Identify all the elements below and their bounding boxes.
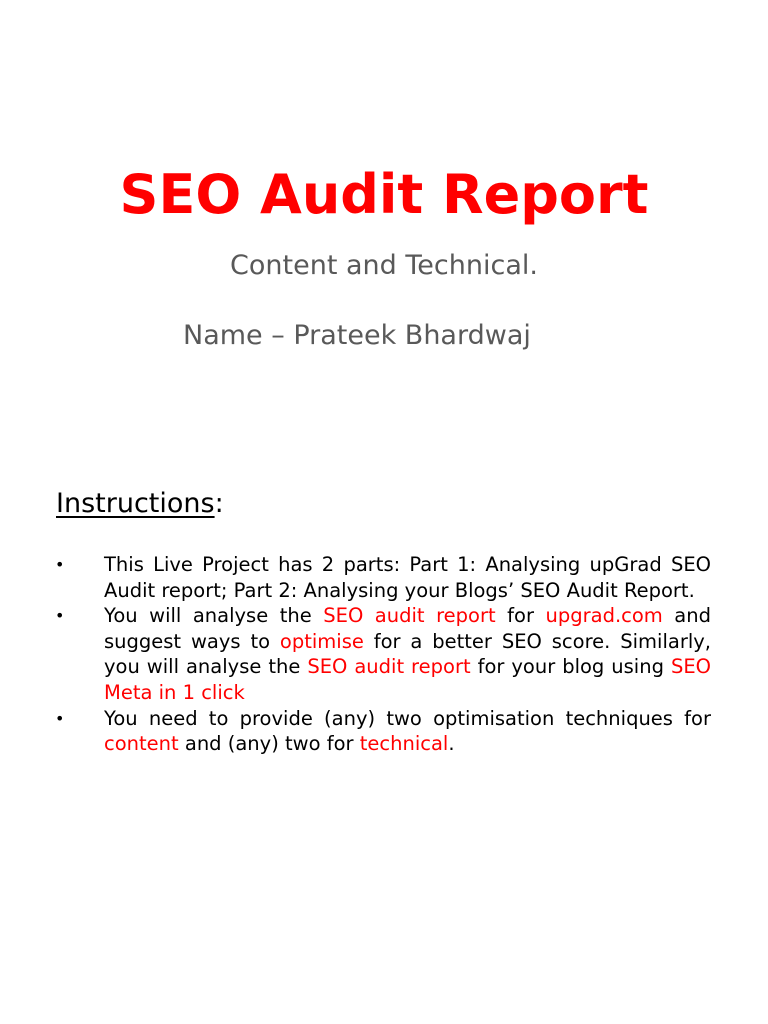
bullet-icon: • <box>55 708 65 728</box>
list-item-text: . <box>448 732 455 756</box>
instructions-list <box>0 552 768 757</box>
highlight-upgrad-com: upgrad.com <box>545 604 663 628</box>
instructions-heading <box>56 486 224 522</box>
list-item-text: for a better SEO score. Similarly, you will analyse the <box>104 629 711 679</box>
author-name: Name – Prateek Bhardwaj <box>183 320 531 351</box>
highlight-seo-audit-report: SEO audit report <box>307 655 471 679</box>
instructions-heading-colon: : <box>214 488 224 519</box>
highlight-technical: technical <box>359 732 449 756</box>
page-title: SEO Audit Report <box>119 163 649 226</box>
list-item-text: for your blog using <box>470 655 671 679</box>
list-item-text: You need to provide (any) two optimisation techniques for <box>104 706 711 730</box>
list-item-text: You will analyse the <box>104 604 324 628</box>
list-item <box>0 552 768 603</box>
list-item-text: for <box>495 604 546 628</box>
subtitle: Content and Technical. <box>230 250 538 281</box>
list-item <box>0 603 768 705</box>
highlight-optimise: optimise <box>279 629 364 653</box>
list-item-text: This Live Project has 2 parts: Part 1: Analysing upGrad SEO Audit report; Part 2: Analysing your Blogs’ SEO Audit Report. <box>104 553 711 602</box>
highlight-seo-meta-tool: SEO Meta in 1 click <box>104 655 711 704</box>
list-item-text: and (any) two for <box>178 732 360 756</box>
instructions-heading-text: Instructions <box>56 488 215 519</box>
bullet-icon: • <box>55 606 65 626</box>
list-item-text: and suggest ways to <box>104 604 711 653</box>
list-item <box>0 706 768 757</box>
bullet-icon: • <box>55 555 65 574</box>
highlight-content: content <box>104 732 179 756</box>
highlight-seo-audit-report: SEO audit report <box>323 604 496 628</box>
